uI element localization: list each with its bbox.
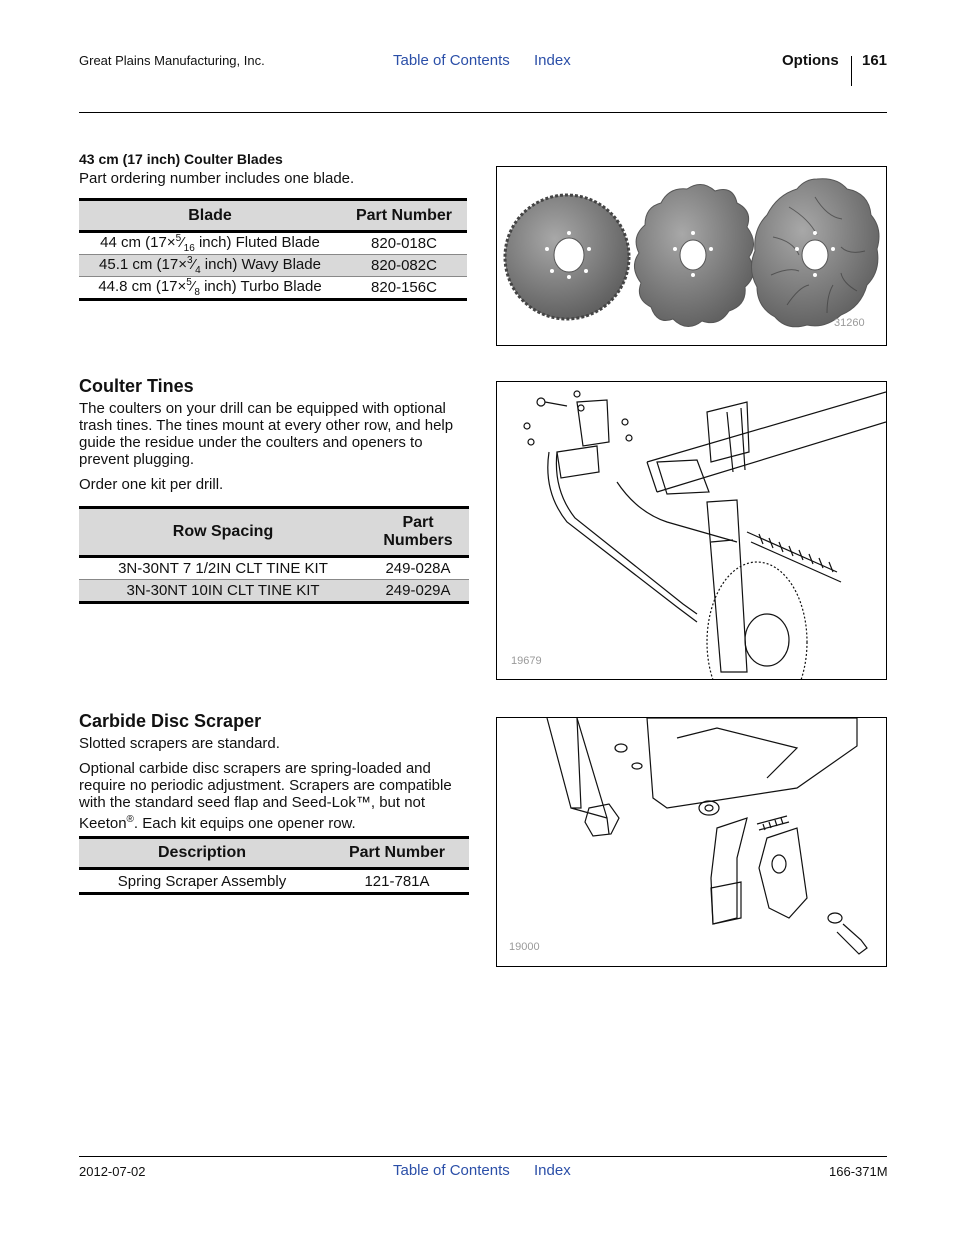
carbide-scraper-heading: Carbide Disc Scraper [79,711,262,731]
fluted-blade-drawing [505,195,629,319]
table-row [79,580,469,603]
table-row [79,255,467,277]
part-number-cell: 820-018C [341,232,467,255]
blade-cell: 45.1 cm ($17\times^3⁄_4$ inch) Wavy Blade [79,255,341,277]
column-header-part-number: Part Number [325,838,469,869]
column-header-description: Description [79,838,325,869]
column-header-blade: Blade [79,200,341,232]
part-number-cell: 121-781A [325,869,469,894]
coulter-blades-heading: 43 cm (17 inch) Coulter Blades [79,151,283,167]
table-row [79,232,467,255]
header-rule [79,112,887,113]
footer-toc-link[interactable]: Table of Contents [393,1162,510,1179]
coulter-tines-illustration [497,382,886,679]
footer-rule [79,1156,887,1157]
footer-date: 2012-07-02 [79,1164,146,1179]
company-name: Great Plains Manufacturing, Inc. [79,53,265,68]
blade-cell: 44.8 cm ($17\times^5⁄_8$ inch) Turbo Blade [79,277,341,300]
header-toc-link[interactable]: Table of Contents [393,52,510,69]
coulter-tines-paragraph: The coulters on your drill can be equipped with optional trash tines. The tines mount at every other row, and help guide the residue under the coulters and openers to prevent plugging. [79,400,454,468]
part-number-cell: 249-029A [367,580,469,603]
page-number: 161 [862,52,888,69]
turbo-blade-drawing [751,179,879,327]
figure-number: 31260 [834,317,865,329]
coulter-blades-illustration [497,167,886,345]
header-divider [851,56,852,86]
row-spacing-cell: 3N-30NT 10IN CLT TINE KIT [79,580,367,603]
carbide-scraper-paragraph: Optional carbide disc scrapers are spring-loaded and require no periodic adjustment. Scrapers are compatible with the standard seed flap and Seed-Lok™, but not Keeton®. Each kit equips one opener row. [79,760,452,832]
section-title: Options [782,52,839,69]
column-header-row-spacing: Row Spacing [79,508,367,557]
footer-index-link[interactable]: Index [534,1162,571,1179]
coulter-tines-figure [496,381,887,680]
carbide-scraper-illustration [497,718,886,966]
table-row [79,277,467,300]
carbide-scraper-figure [496,717,887,967]
figure-number: 19000 [509,941,540,953]
part-number-cell: 820-156C [341,277,467,300]
part-number-cell: 249-028A [367,557,469,580]
header-index-link[interactable]: Index [534,52,571,69]
blade-cell: 44 cm ($17\times^5⁄_{16}$ inch) Fluted Blade [79,232,341,255]
column-header-part-number: Part Number [341,200,467,232]
coulter-tines-table [79,506,469,604]
table-row [79,557,469,580]
coulter-blades-intro: Part ordering number includes one blade. [79,170,355,187]
wavy-blade-drawing [634,184,753,326]
coulter-tines-order-note: Order one kit per drill. [79,476,224,493]
row-spacing-cell: 3N-30NT 7 1/2IN CLT TINE KIT [79,557,367,580]
footer-doc-number: 166-371M [829,1164,888,1179]
figure-number: 19679 [511,655,542,667]
coulter-tines-heading: Coulter Tines [79,376,194,396]
coulter-blades-table [79,198,467,301]
coulter-blades-figure [496,166,887,346]
carbide-scraper-table [79,836,469,895]
description-cell: Spring Scraper Assembly [79,869,325,894]
part-number-cell: 820-082C [341,255,467,277]
table-row [79,869,469,894]
carbide-scraper-standard-note: Slotted scrapers are standard. [79,735,280,752]
column-header-part-numbers: Part Numbers [367,508,469,557]
